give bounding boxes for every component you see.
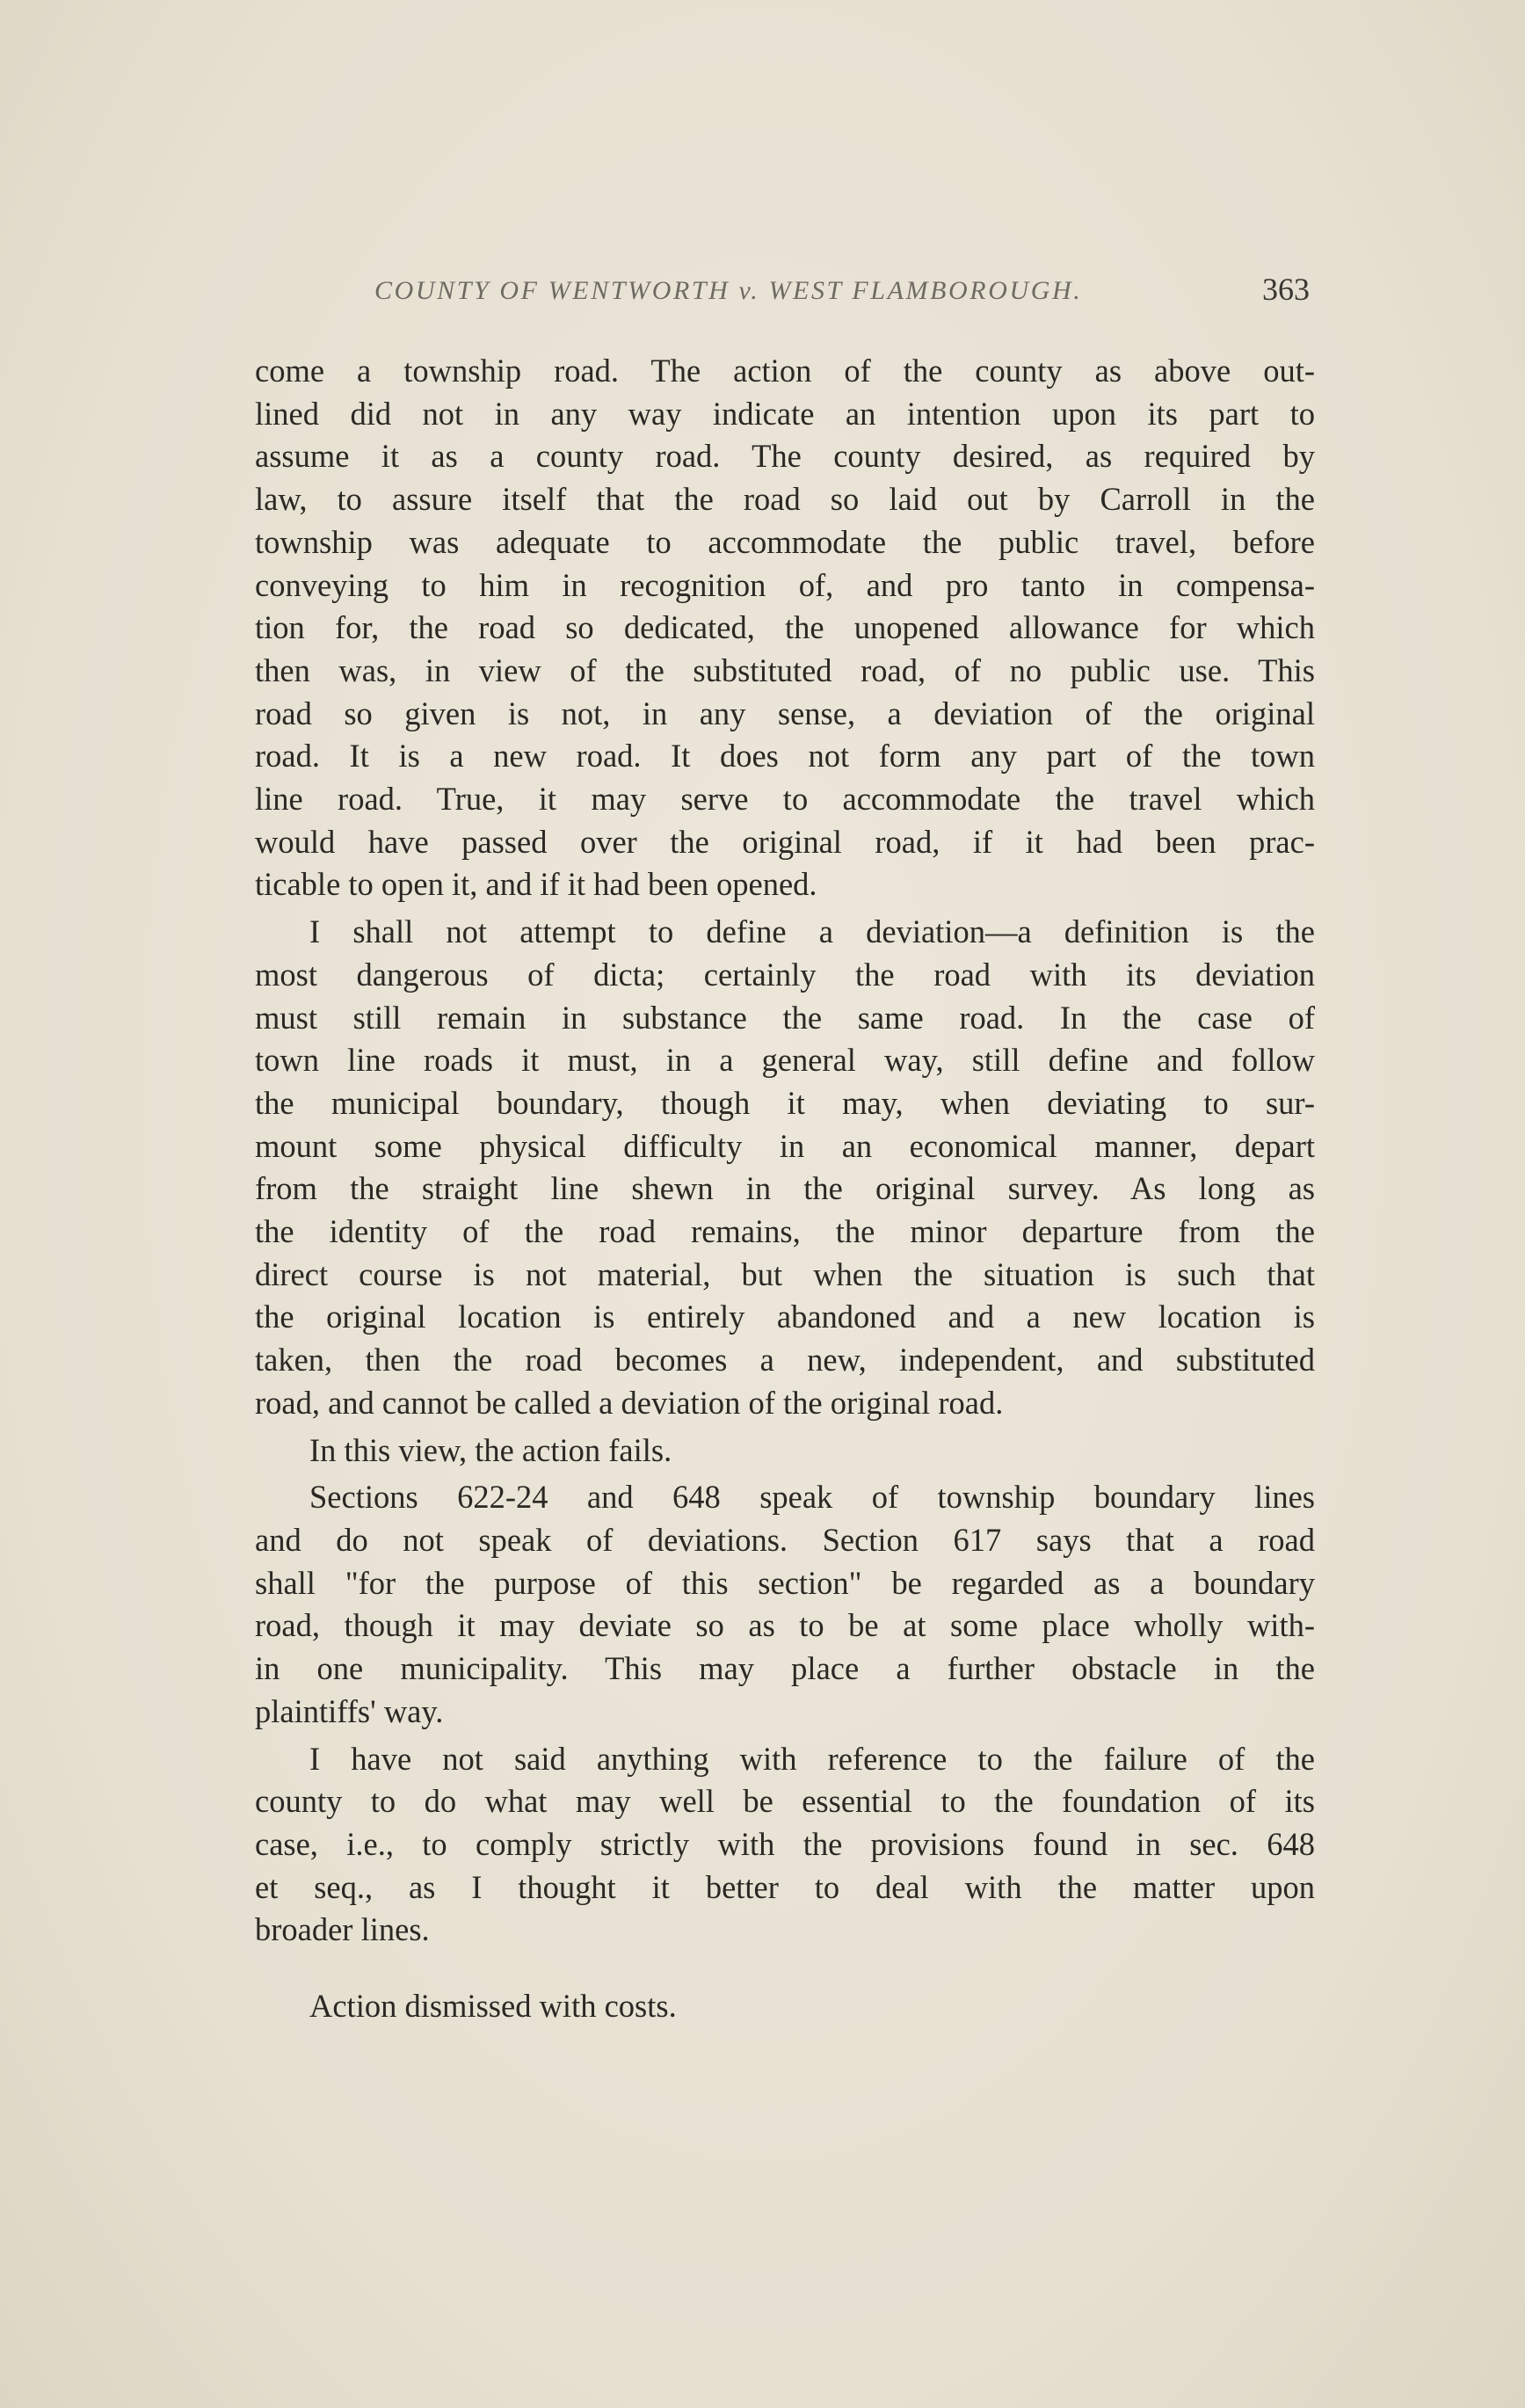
paragraph-3 <box>255 1430 1315 1473</box>
text-line: would have passed over the original road, if it had been prac- <box>255 823 1315 860</box>
text-line: township was adequate to accommodate the public travel, before <box>255 523 1315 560</box>
text-line: tion for, the road so dedicated, the unopened allowance for which <box>255 609 1315 646</box>
paragraph-4 <box>255 1476 1315 1733</box>
running-head <box>255 271 1310 320</box>
text-line: In this view, the action fails. <box>309 1431 672 1468</box>
text-line: taken, then the road becomes a new, independent, and substituted <box>255 1342 1315 1379</box>
paragraph-6 <box>255 1985 1315 2028</box>
text-line: plaintiffs' way. <box>255 1692 444 1729</box>
text-line: road, and cannot be called a deviation of the original road. <box>255 1384 1004 1421</box>
text-line: town line roads it must, in a general way, still define and follow <box>255 1042 1315 1079</box>
text-line: road so given is not, in any sense, a deviation of the original <box>255 695 1315 731</box>
text-line: most dangerous of dicta; certainly the road with its deviation <box>255 956 1315 993</box>
text-line: case, i.e., to comply strictly with the provisions found in sec. 648 <box>255 1825 1315 1862</box>
paragraph-1 <box>255 350 1315 906</box>
text-line: I have not said anything with reference to the failure of the <box>309 1740 1315 1777</box>
text-line: broader lines. <box>255 1911 430 1948</box>
text-line: in one municipality. This may place a further obstacle in the <box>255 1650 1315 1687</box>
text-line: county to do what may well be essential to the foundation of its <box>255 1783 1315 1820</box>
text-line: and do not speak of deviations. Section 617 says that a road <box>255 1521 1315 1558</box>
text-line: line road. True, it may serve to accommodate the travel which <box>255 781 1315 818</box>
text-line: ticable to open it, and if it had been opened. <box>255 866 817 903</box>
page-number: 363 <box>1262 272 1310 307</box>
text-line: road. It is a new road. It does not form any part of the town <box>255 738 1315 775</box>
text-line: lined did not in any way indicate an intention upon its part to <box>255 395 1315 432</box>
text-line: the identity of the road remains, the minor departure from the <box>255 1213 1315 1250</box>
text-line: shall "for the purpose of this section" be regarded as a boundary <box>255 1564 1315 1601</box>
text-line: assume it as a county road. The county desired, as required by <box>255 438 1315 475</box>
text-line: then was, in view of the substituted road, of no public use. This <box>255 651 1315 688</box>
text-line: law, to assure itself that the road so laid out by Carroll in the <box>255 481 1315 518</box>
text-line: direct course is not material, but when the situation is such that <box>255 1255 1315 1292</box>
body-text <box>255 350 1315 2028</box>
text-line: Sections 622-24 and 648 speak of township boundary lines <box>309 1479 1315 1516</box>
text-line: mount some physical difficulty in an economical manner, depart <box>255 1127 1315 1164</box>
text-line: from the straight line shewn in the original survey. As long as <box>255 1170 1315 1207</box>
text-line: I shall not attempt to define a deviation—a definition is the <box>309 913 1315 950</box>
text-line: et seq., as I thought it better to deal with the matter upon <box>255 1868 1315 1905</box>
text-line: come a township road. The action of the county as above out- <box>255 353 1315 389</box>
text-line: the original location is entirely abandoned and a new location is <box>255 1299 1315 1335</box>
paragraph-5 <box>255 1738 1315 1953</box>
paragraph-2 <box>255 911 1315 1424</box>
text-line: must still remain in substance the same road. In the case of <box>255 999 1315 1036</box>
text-line: road, though it may deviate so as to be at some place wholly with- <box>255 1607 1315 1644</box>
text-line: the municipal boundary, though it may, when deviating to sur- <box>255 1084 1315 1121</box>
running-title: COUNTY OF WENTWORTH v. WEST FLAMBOROUGH. <box>374 276 1083 305</box>
text-line: conveying to him in recognition of, and pro tanto in compensa- <box>255 566 1315 603</box>
text-line: Action dismissed with costs. <box>309 1988 677 2025</box>
